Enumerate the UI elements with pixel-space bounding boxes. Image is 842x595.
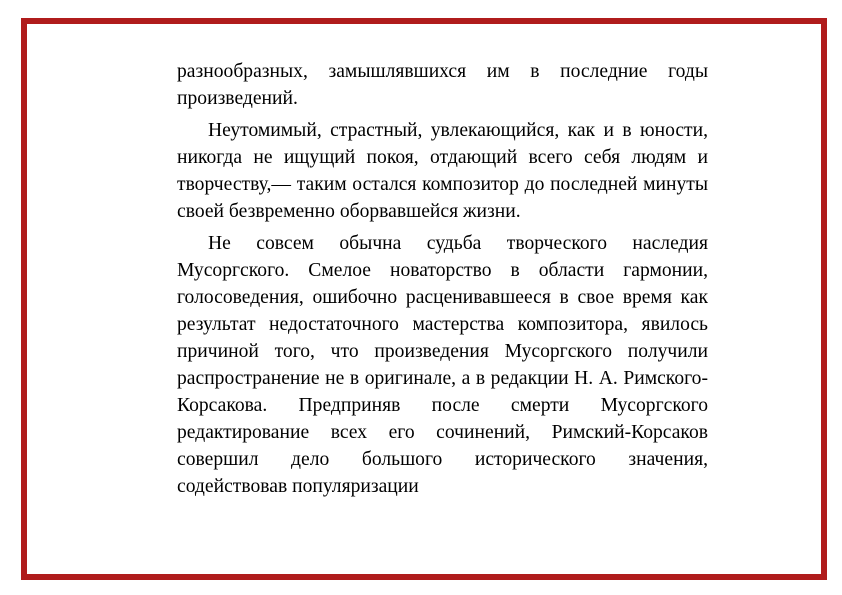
body-text bbox=[177, 58, 708, 500]
paragraph-1: разнообразных, замышлявшихся им в последние годы произведений. bbox=[177, 61, 708, 109]
paragraph-2: Неутомимый, страстный, увлекающийся, как и в юности, никогда не ищущий покоя, отдающий всего себя людям и творчеству,— таким остался композитор до последней минуты своей безвременно оборвавшейся жизни. bbox=[177, 120, 708, 222]
paragraph-3: Не совсем обычна судьба творческого наследия Мусоргского. Смелое новаторство в области гармонии, голосоведения, ошибочно расценивавшееся в свое время как результат недостаточного мастерства композитора, явилось причиной того, что произведения Мусоргского получили распространение не в оригинале, а в редакции Н. А. Римского-Корсакова. Предприняв после смерти Мусоргского редактирование всех его сочинений, Римский-Корсаков совершил дело большого исторического значения, содействовав популяризации bbox=[177, 233, 708, 497]
